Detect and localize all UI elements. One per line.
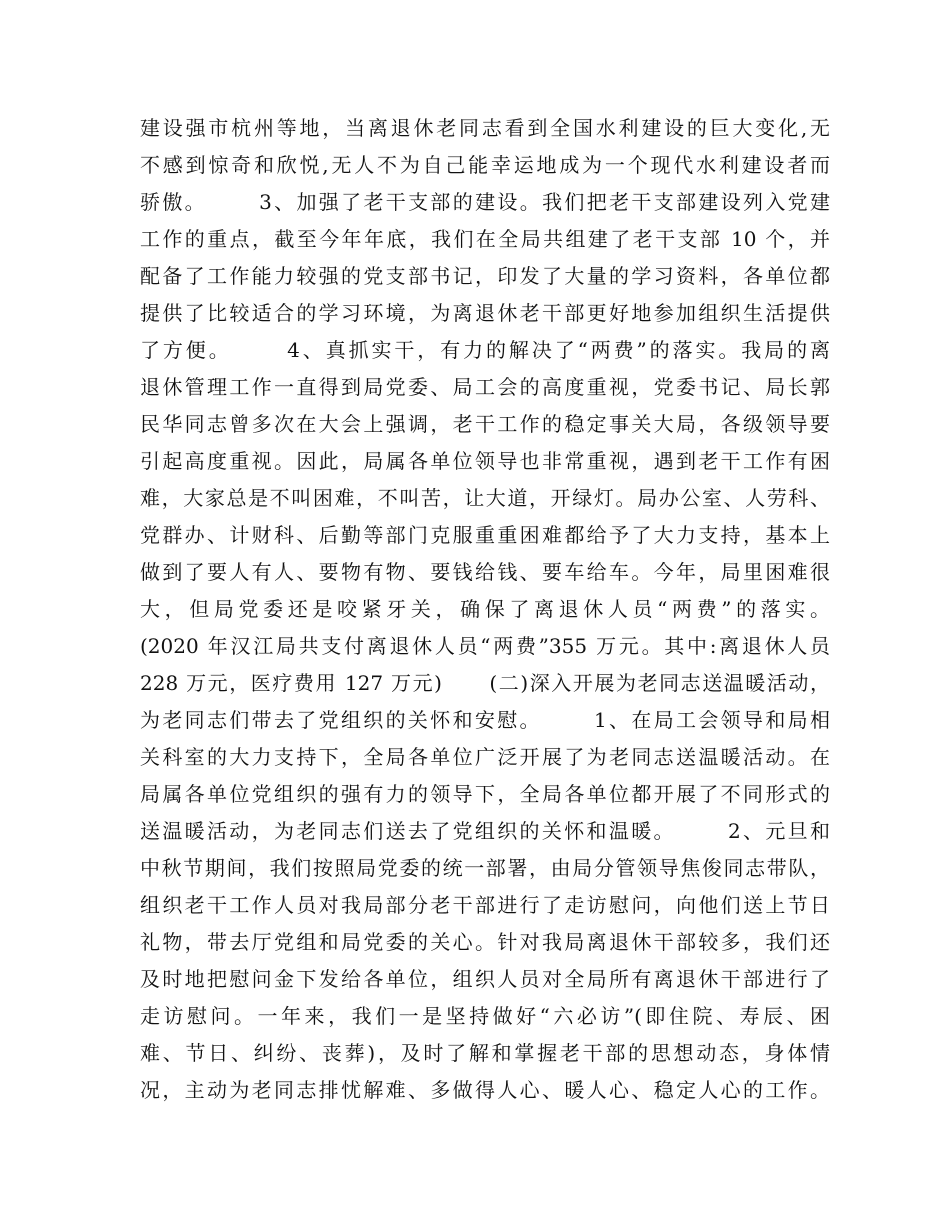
body-text: [140, 110, 830, 1109]
text-line: 配备了工作能力较强的党支部书记，印发了大量的学习资料，各单位都: [140, 264, 830, 288]
text-line: 中秋节期间，我们按照局党委的统一部署，由局分管领导焦俊同志带队，: [140, 856, 830, 880]
text-line: 退休管理工作一直得到局党委、局工会的高度重视，党委书记、局长郭: [140, 375, 830, 399]
text-line: 骄傲。 3、加强了老干支部的建设。我们把老干支部建设列入党建: [140, 190, 830, 214]
text-line: 民华同志曾多次在大会上强调，老干工作的稳定事关大局，各级领导要: [140, 412, 830, 436]
text-line: 引起高度重视。因此，局属各单位领导也非常重视，遇到老干工作有困: [140, 449, 830, 473]
text-line: 党群办、计财科、后勤等部门克服重重困难都给予了大力支持，基本上: [140, 523, 830, 547]
text-line: 了方便。 4、真抓实干，有力的解决了“两费”的落实。我局的离: [140, 338, 830, 362]
text-line: 难，大家总是不叫困难，不叫苦，让大道，开绿灯。局办公室、人劳科、: [140, 486, 830, 510]
text-line: 不感到惊奇和欣悦,无人不为自己能幸运地成为一个现代水利建设者而: [140, 153, 830, 177]
text-line: 提供了比较适合的学习环境，为离退休老干部更好地参加组织生活提供: [140, 301, 830, 325]
text-line: 礼物，带去厅党组和局党委的关心。针对我局离退休干部较多，我们还: [140, 930, 830, 954]
text-line: 局属各单位党组织的强有力的领导下，全局各单位都开展了不同形式的: [140, 782, 830, 806]
text-line: 况，主动为老同志排忧解难、多做得人心、暖人心、稳定人心的工作。: [140, 1078, 830, 1102]
text-line: 难、节日、纠纷、丧葬)，及时了解和掌握老干部的思想动态，身体情: [140, 1041, 830, 1065]
text-line: 关科室的大力支持下，全局各单位广泛开展了为老同志送温暖活动。在: [140, 745, 830, 769]
text-line: 做到了要人有人、要物有物、要钱给钱、要车给车。今年，局里困难很: [140, 560, 830, 584]
text-line: 送温暖活动，为老同志们送去了党组织的关怀和温暖。 2、元旦和: [140, 819, 830, 843]
text-line: 走访慰问。一年来，我们一是坚持做好“六必访”(即住院、寿辰、困: [140, 1004, 830, 1028]
text-line: 建设强市杭州等地，当离退休老同志看到全国水利建设的巨大变化,无: [140, 116, 830, 140]
text-line: 228 万元，医疗费用 127 万元) (二)深入开展为老同志送温暖活动，: [140, 671, 830, 695]
text-line: (2020 年汉江局共支付离退休人员“两费”355 万元。其中:离退休人员: [140, 634, 830, 658]
text-line: 为老同志们带去了党组织的关怀和安慰。 1、在局工会领导和局相: [140, 708, 830, 732]
text-line: 大，但局党委还是咬紧牙关，确保了离退休人员“两费”的落实。: [140, 597, 830, 621]
text-line: 及时地把慰问金下发给各单位，组织人员对全局所有离退休干部进行了: [140, 967, 830, 991]
text-line: 工作的重点，截至今年年底，我们在全局共组建了老干支部 10 个，并: [140, 227, 830, 251]
text-line: 组织老干工作人员对我局部分老干部进行了走访慰问，向他们送上节日: [140, 893, 830, 917]
